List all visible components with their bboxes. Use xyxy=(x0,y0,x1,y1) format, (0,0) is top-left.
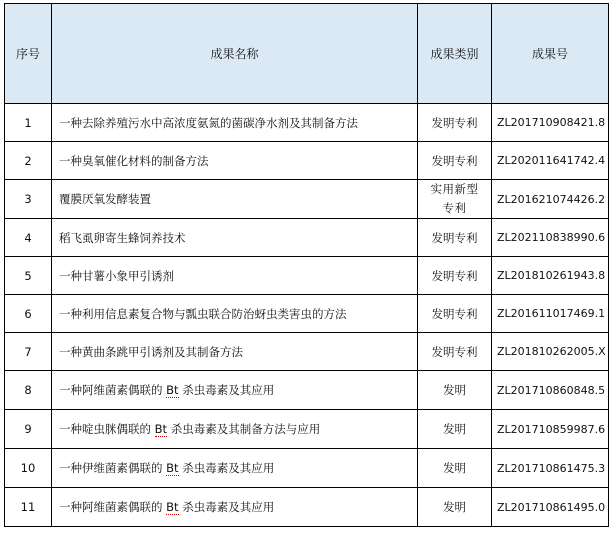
row-name-bt: Bt xyxy=(154,422,168,436)
row-id: ZL202011641742.4 xyxy=(492,142,609,180)
table-row xyxy=(5,104,609,142)
row-id: ZL201710861475.3 xyxy=(492,449,609,488)
row-name xyxy=(52,371,418,410)
row-no: 11 xyxy=(5,488,52,527)
row-no: 10 xyxy=(5,449,52,488)
row-no: 5 xyxy=(5,257,52,295)
row-no: 6 xyxy=(5,295,52,333)
header-row xyxy=(5,4,609,104)
table-row xyxy=(5,488,609,527)
row-id: ZL201710861495.0 xyxy=(492,488,609,527)
header-id: 成果号 xyxy=(492,4,609,104)
row-id: ZL201810261943.8 xyxy=(492,257,609,295)
table-row xyxy=(5,449,609,488)
row-id: ZL201710860848.5 xyxy=(492,371,609,410)
table-row xyxy=(5,219,609,257)
row-type xyxy=(418,180,492,219)
row-name-bt: Bt xyxy=(166,461,179,475)
header-no: 序号 xyxy=(5,4,52,104)
row-id: ZL201710908421.8 xyxy=(492,104,609,142)
table-row xyxy=(5,295,609,333)
row-id: ZL201621074426.2 xyxy=(492,180,609,219)
row-type: 发明专利 xyxy=(418,219,492,257)
row-name: 一种利用信息素复合物与瓢虫联合防治蚜虫类害虫的方法 xyxy=(52,295,418,333)
row-type: 发明 xyxy=(418,488,492,527)
table-row xyxy=(5,371,609,410)
table-row xyxy=(5,142,609,180)
table-row xyxy=(5,257,609,295)
row-name-bt: Bt xyxy=(166,500,179,514)
row-name-pre: 一种伊维菌素偶联的 xyxy=(59,461,167,475)
row-type: 发明 xyxy=(418,410,492,449)
row-name xyxy=(52,449,418,488)
row-name: 一种去除养殖污水中高浓度氨氮的菌碳净水剂及其制备方法 xyxy=(52,104,418,142)
row-name-pre: 一种啶虫脒偶联的 xyxy=(59,422,155,436)
row-no: 3 xyxy=(5,180,52,219)
row-type: 发明专利 xyxy=(418,142,492,180)
row-type: 发明 xyxy=(418,371,492,410)
row-id: ZL201810262005.X xyxy=(492,333,609,371)
row-name: 覆膜厌氧发酵装置 xyxy=(52,180,418,219)
row-name xyxy=(52,488,418,527)
row-no: 1 xyxy=(5,104,52,142)
row-name-bt: Bt xyxy=(166,383,179,397)
row-type-text: 实用新型专利 xyxy=(430,182,479,215)
table-row xyxy=(5,180,609,219)
row-name-post: 杀虫毒素及其制备方法与应用 xyxy=(167,422,321,436)
row-type: 发明专利 xyxy=(418,333,492,371)
row-name: 稻飞虱卵寄生蜂饲养技术 xyxy=(52,219,418,257)
table-row xyxy=(5,333,609,371)
table-row xyxy=(5,410,609,449)
row-id: ZL202110838990.6 xyxy=(492,219,609,257)
row-id: ZL201710859987.6 xyxy=(492,410,609,449)
row-type: 发明专利 xyxy=(418,295,492,333)
header-name: 成果名称 xyxy=(52,4,418,104)
row-name-pre: 一种阿维菌素偶联的 xyxy=(59,500,167,514)
row-type: 发明专利 xyxy=(418,257,492,295)
row-id: ZL201611017469.1 xyxy=(492,295,609,333)
row-name xyxy=(52,410,418,449)
row-type: 发明专利 xyxy=(418,104,492,142)
row-name-post: 杀虫毒素及其应用 xyxy=(178,383,275,397)
row-name-pre: 一种阿维菌素偶联的 xyxy=(59,383,167,397)
row-name: 一种臭氧催化材料的制备方法 xyxy=(52,142,418,180)
row-name-post: 杀虫毒素及其应用 xyxy=(178,461,275,475)
header-type: 成果类别 xyxy=(418,4,492,104)
row-name-post: 杀虫毒素及其应用 xyxy=(178,500,275,514)
row-no: 9 xyxy=(5,410,52,449)
row-name: 一种甘薯小象甲引诱剂 xyxy=(52,257,418,295)
row-no: 4 xyxy=(5,219,52,257)
row-no: 8 xyxy=(5,371,52,410)
row-no: 2 xyxy=(5,142,52,180)
row-type: 发明 xyxy=(418,449,492,488)
results-table xyxy=(4,3,609,527)
row-name: 一种黄曲条跳甲引诱剂及其制备方法 xyxy=(52,333,418,371)
row-no: 7 xyxy=(5,333,52,371)
